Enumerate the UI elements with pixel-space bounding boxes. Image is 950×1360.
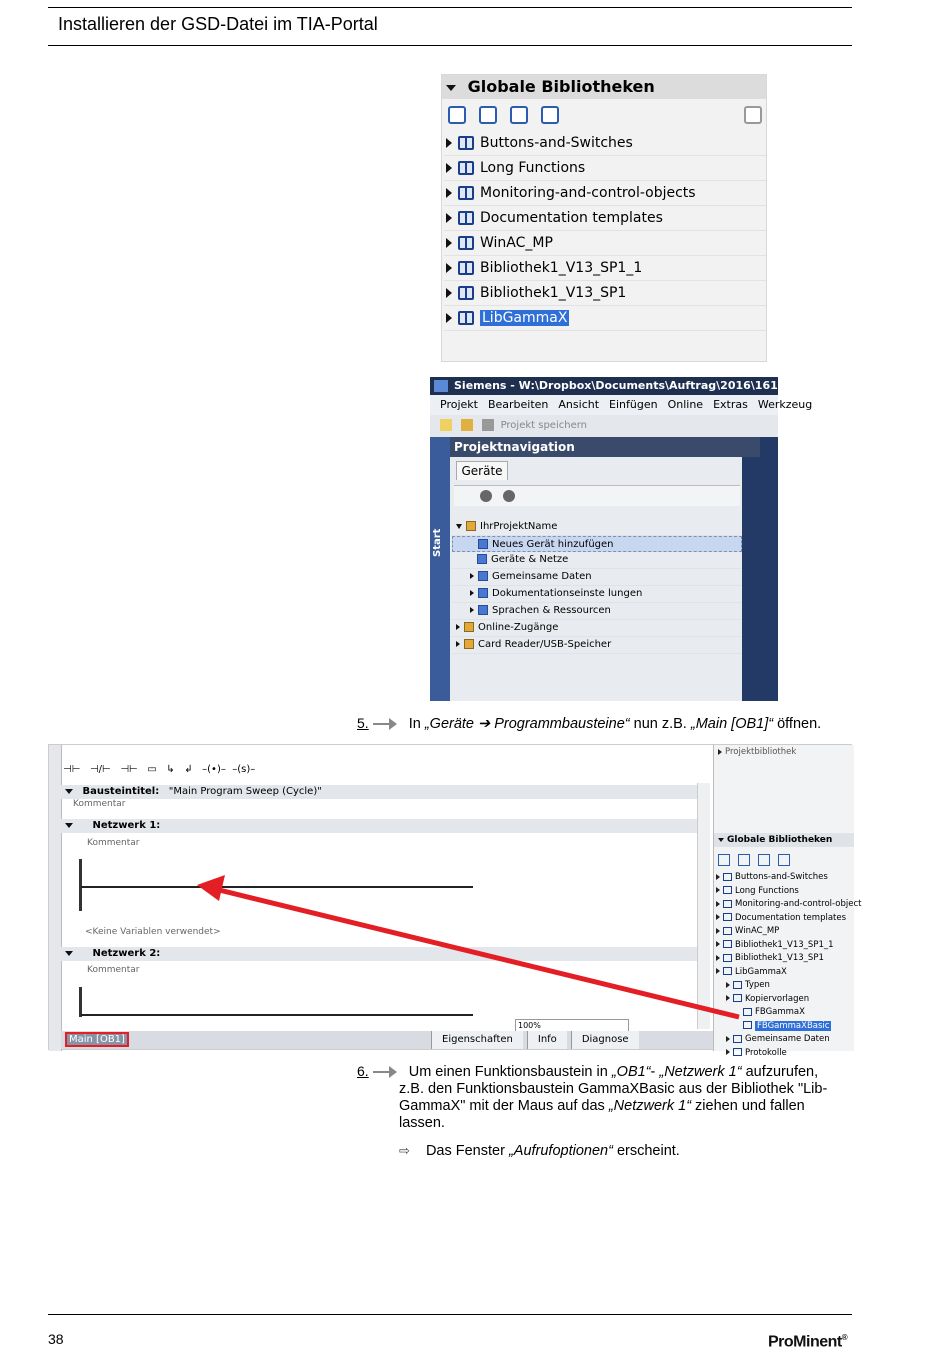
side-library-item-label: Documentation templates <box>735 912 847 923</box>
side-library-item-label: Bibliothek1_V13_SP1 <box>735 953 824 963</box>
tree-item[interactable] <box>452 586 742 603</box>
step-6-line-3-network: „Netzwerk 1“ <box>608 1098 692 1114</box>
library-book-icon <box>458 311 474 325</box>
network-1-label: Netzwerk 1: <box>92 820 161 831</box>
step-5-path: „Geräte ➔ Programmbausteine“ <box>424 716 630 732</box>
tree-item-label: Sprachen & Ressourcen <box>492 605 611 616</box>
expand-icon <box>446 238 452 248</box>
footer-rule <box>48 1314 852 1315</box>
step-6-line-1 <box>357 1063 851 1081</box>
save-project-label: Projekt speichern <box>500 420 587 431</box>
expand-icon <box>446 288 452 298</box>
library-list <box>444 131 766 331</box>
program-editor-screenshot <box>48 744 862 1058</box>
library-item[interactable] <box>444 206 766 231</box>
drag-arrow-line <box>215 889 739 1017</box>
library-book-icon <box>458 136 474 150</box>
side-library-item-label: LibGammaX <box>735 966 787 977</box>
window-title: Siemens - W:\Dropbox\Documents\Auftrag\2016\1610 - Profibu <box>454 379 843 392</box>
global-libraries-screenshot <box>441 74 767 362</box>
expand-icon <box>446 163 452 173</box>
menu-item[interactable]: Extras <box>713 398 748 411</box>
box-icon: ▭ <box>147 764 157 775</box>
collapse-icon <box>456 524 462 529</box>
side-library-item-label: FBGammaXBasic <box>757 1020 830 1031</box>
tree-item-label: IhrProjektName <box>480 521 558 532</box>
forward-icon <box>503 490 515 502</box>
tree-item-label: Dokumentationseinste lungen <box>492 588 643 599</box>
page-title: Installieren der GSD-Datei im TIA-Portal <box>58 14 378 34</box>
library-item-label: Bibliothek1_V13_SP1 <box>480 285 627 301</box>
project-navigation-screenshot <box>430 377 843 701</box>
open-project-icon <box>461 419 473 431</box>
menu-item[interactable]: Online <box>667 398 704 411</box>
navigation-toolbar <box>454 485 740 506</box>
status-main-block: Main [OB1] <box>65 1032 129 1047</box>
library-item-label: Monitoring-and-control-objects <box>480 185 696 201</box>
coil-icon: –(•)– <box>202 764 226 775</box>
block-comment: Kommentar <box>73 799 126 809</box>
library-item-label: Documentation templates <box>480 210 663 226</box>
branch-close-icon: ↲ <box>184 764 193 775</box>
library-item-label: Long Functions <box>480 160 586 176</box>
project-navigation-body <box>450 457 742 701</box>
status-tab[interactable]: Diagnose <box>571 1031 639 1049</box>
project-navigation-header <box>450 437 760 457</box>
step-6-result-window: „Aufrufoptionen“ <box>508 1143 613 1159</box>
contact-no-icon: ⊣⊢ <box>63 764 81 775</box>
save-library-icon <box>510 106 528 124</box>
library-book-icon <box>458 261 474 275</box>
side-library-item-label: Long Functions <box>735 885 799 896</box>
library-item-label: WinAC_MP <box>480 235 553 251</box>
expand-icon <box>446 213 452 223</box>
step-5-number: 5. <box>357 715 369 731</box>
step-6-ob1: „OB1“ <box>611 1064 651 1080</box>
global-libraries-title: Globale Bibliotheken <box>467 77 655 96</box>
new-library-icon <box>448 106 466 124</box>
result-arrow-icon: ⇨ <box>399 1143 410 1158</box>
side-library-item-label: Kopiervorlagen <box>745 993 810 1004</box>
library-item-label: Buttons-and-Switches <box>480 135 633 151</box>
header-rule-top <box>48 7 852 8</box>
library-item[interactable] <box>444 156 766 181</box>
library-toolbar <box>444 103 766 129</box>
library-book-icon <box>458 286 474 300</box>
contact-nc-icon: ⊣/⊢ <box>89 764 111 775</box>
right-strip <box>742 457 778 701</box>
tree-node-icon <box>478 605 488 615</box>
expand-icon <box>456 624 460 630</box>
tree-item[interactable] <box>452 637 742 654</box>
step-6-line-4: lassen. <box>399 1115 445 1131</box>
side-library-item-label: FBGammaX <box>755 1007 805 1017</box>
library-item[interactable] <box>444 181 766 206</box>
logo-mark: ® <box>841 1333 848 1342</box>
step-5 <box>357 715 821 733</box>
back-icon <box>480 490 492 502</box>
library-item[interactable] <box>444 131 766 156</box>
tree-item[interactable] <box>452 569 742 586</box>
library-item-label: LibGammaX <box>482 310 568 326</box>
drag-arrow <box>49 745 853 1051</box>
library-book-icon <box>458 236 474 250</box>
tree-node-icon <box>464 639 474 649</box>
tree-node-icon <box>478 571 488 581</box>
menu-item[interactable]: Werkzeug <box>757 398 813 411</box>
menu-item[interactable]: Einfügen <box>609 398 658 411</box>
tree-item[interactable] <box>452 603 742 620</box>
project-library-text: Projektbibliothek <box>725 747 797 757</box>
expand-icon <box>470 607 474 613</box>
header-rule-bottom <box>48 45 852 46</box>
zoom-value: 100% <box>518 1021 541 1030</box>
menu-item[interactable]: Bearbeiten <box>487 398 549 411</box>
network-1-comment: Kommentar <box>87 838 140 848</box>
logo-text: ProMinent <box>768 1333 842 1351</box>
window-titlebar <box>430 377 843 395</box>
page-number: 38 <box>48 1331 64 1347</box>
tree-item[interactable] <box>452 620 742 637</box>
new-project-icon <box>440 419 452 431</box>
start-label: Start <box>432 528 443 557</box>
branch-open-icon: ↳ <box>166 764 175 775</box>
tree-item-label: Geräte & Netze <box>491 554 569 565</box>
step-6-line-3-pre: GammaX" mit der Maus auf das <box>399 1098 609 1114</box>
tree-node-icon <box>466 521 476 531</box>
tia-logo-icon <box>434 380 448 392</box>
tree-item-label: Gemeinsame Daten <box>492 571 592 582</box>
library-book-icon <box>458 186 474 200</box>
tree-item-label: Neues Gerät hinzufügen <box>492 539 614 550</box>
library-book-icon <box>458 161 474 175</box>
step-6-line-3 <box>399 1098 851 1115</box>
tree-item[interactable] <box>452 536 742 552</box>
status-tab[interactable]: Eigenschaften <box>431 1031 523 1049</box>
expand-icon <box>446 138 452 148</box>
tree-item[interactable] <box>452 552 742 569</box>
open-library-icon <box>479 106 497 124</box>
step-6-line-2: z.B. den Funktionsbaustein GammaXBasic aus der Bibliothek "Lib- <box>399 1081 828 1097</box>
device-tree <box>452 519 742 654</box>
step-6-result <box>399 1142 851 1160</box>
network-2-label: Netzwerk 2: <box>92 948 161 959</box>
tree-node-icon <box>478 588 488 598</box>
side-library-item-label: WinAC_MP <box>735 926 780 936</box>
side-library-item-label: Buttons-and-Switches <box>735 872 828 882</box>
library-item[interactable] <box>444 256 766 281</box>
block-title-value: "Main Program Sweep (Cycle)" <box>168 786 322 797</box>
drag-arrow-head <box>197 875 225 901</box>
step-6-result-pre: Das Fenster <box>425 1143 509 1159</box>
tree-node-icon <box>477 554 487 564</box>
step-5-block: „Main [OB1]“ <box>690 716 774 732</box>
side-library-item-label: Gemeinsame Daten <box>745 1034 830 1044</box>
start-sidebar <box>430 437 450 701</box>
step-5-text <box>409 716 821 732</box>
expand-icon <box>470 590 474 596</box>
menu-item[interactable]: Ansicht <box>558 398 600 411</box>
menu-item[interactable]: Projekt <box>440 398 478 411</box>
tree-node-icon <box>464 622 474 632</box>
expand-icon <box>446 188 452 198</box>
save-project-icon <box>482 419 494 431</box>
step-arrow-icon <box>373 723 395 725</box>
step-6-network: „Netzwerk 1“ <box>659 1064 742 1080</box>
step-6-line-3-post: ziehen und fallen <box>691 1098 805 1114</box>
coil-set-icon: –(s)– <box>232 764 256 775</box>
library-item[interactable] <box>444 281 766 306</box>
side-library-item-label: Monitoring-and-control-object <box>735 899 862 909</box>
step-5-text-post: öffnen. <box>773 716 822 732</box>
step-6-result-post: erscheint. <box>612 1143 680 1159</box>
library-book-icon <box>458 211 474 225</box>
library-view-icon <box>744 106 762 124</box>
main-toolbar <box>430 415 778 437</box>
step-6-text-pre: Um einen Funktionsbaustein in <box>408 1064 612 1080</box>
block-title-label: Bausteintitel: <box>82 786 160 797</box>
project-navigation-title: Projektnavigation <box>454 440 575 454</box>
tab-devices: Geräte <box>456 461 508 480</box>
global-libraries-header <box>442 75 766 99</box>
expand-icon <box>470 573 474 579</box>
expand-icon <box>456 641 460 647</box>
step-6-text-mid: - <box>650 1064 660 1080</box>
tree-item[interactable] <box>452 519 742 536</box>
library-item[interactable] <box>444 306 766 331</box>
collapse-icon <box>446 85 456 91</box>
step-6-text-post: aufzurufen, <box>741 1064 819 1080</box>
update-library-icon <box>541 106 559 124</box>
side-library-item-label: Typen <box>745 980 770 990</box>
global-library-text: Globale Bibliotheken <box>727 835 833 845</box>
tree-node-icon <box>478 539 488 549</box>
step-5-text-pre: In <box>408 716 425 732</box>
tree-item-label: Card Reader/USB-Speicher <box>478 639 612 650</box>
step-5-text-mid: nun z.B. <box>629 716 691 732</box>
tree-item-label: Online-Zugänge <box>478 622 559 633</box>
expand-icon <box>446 263 452 273</box>
contact-edge-icon: ⊣⊢ <box>120 764 138 775</box>
side-library-item-label: Protokolle <box>745 1047 787 1058</box>
library-item[interactable] <box>444 231 766 256</box>
status-tab[interactable]: Info <box>527 1031 567 1049</box>
prominent-logo <box>768 1333 847 1351</box>
network-2-comment: Kommentar <box>87 965 140 975</box>
step-arrow-icon <box>373 1071 395 1073</box>
library-item-label: Bibliothek1_V13_SP1_1 <box>480 260 643 276</box>
network-1-no-vars: <Keine Variablen verwendet> <box>85 927 221 937</box>
menu-bar <box>430 395 813 415</box>
step-6 <box>357 1063 851 1160</box>
step-6-number: 6. <box>357 1063 369 1079</box>
side-library-item-label: Bibliothek1_V13_SP1_1 <box>735 939 834 950</box>
expand-icon <box>446 313 452 323</box>
